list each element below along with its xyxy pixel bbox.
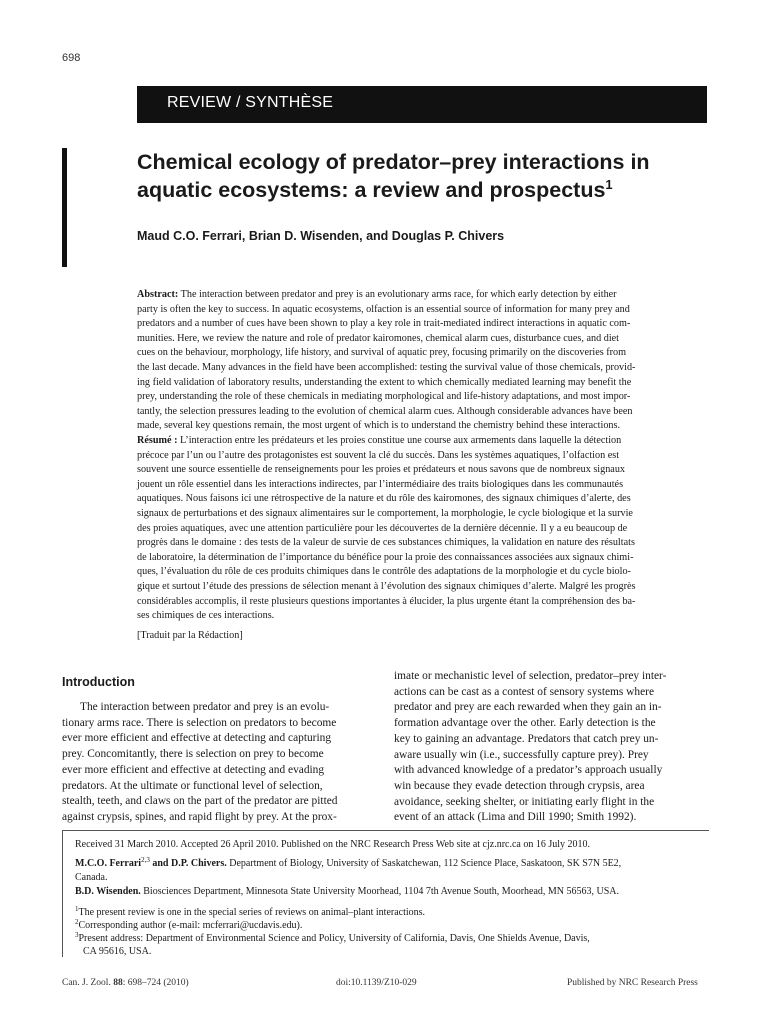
body-line: actions can be cast as a contest of sensory systems where	[394, 685, 655, 698]
resume-line: gique et surtout l’étude des pressions de sélection menant à l’évolution des signaux chimiques d’alerte. Malgré les progrès	[137, 580, 636, 592]
section-banner	[137, 86, 707, 123]
body-line: avoidance, seeking shelter, or initiating early flight in the	[394, 795, 655, 808]
body-line: formation advantage over the other. Early detection is the	[394, 717, 656, 730]
body-line: with advanced knowledge of a predator’s approach usually	[394, 764, 663, 777]
resume-line: signaux de perturbations et des signaux alimentaires sur le comportement, la morphologie, le cycle biologique et la survie	[137, 507, 633, 519]
footnote-1: $^1$The present review is one in the special series of reviews on animal–plant interactions.	[75, 905, 426, 918]
publisher-credit: Published by NRC Research Press	[567, 978, 698, 988]
abstract-line: predators and a number of cues have been shown to play a key role in trait-mediated indirect interactions in aquatic com-	[137, 318, 631, 330]
affiliation-wisenden: B.D. Wisenden. Biosciences Department, Minnesota State University Moorhead, 1104 7th Avenue South, Moorhead, MN 56563, USA.	[75, 886, 620, 897]
abstract-line: made, several key questions remain, the most urgent of which is to understand the chemistry behind these interactions.	[137, 420, 621, 432]
body-line: prey. Concomitantly, there is selection on prey to become	[62, 748, 324, 761]
abstract	[137, 288, 709, 434]
affiliation-footnote-marks: 2,3	[141, 856, 150, 864]
affiliation-country: Canada.	[75, 872, 108, 883]
body-line: key to gaining an advantage. Predators that catch prey un-	[394, 732, 659, 745]
affiliation-ferrari-chivers: M.C.O. Ferrari$^{2,3}$ and D.P. Chivers. Department of Biology, University of Saskatchewan, 112 Science Place, Saskatoon, SK S7N 5E2,	[75, 856, 622, 869]
journal-citation: Can. J. Zool. 88: 698–724 (2010)	[62, 978, 189, 988]
title-footnote-mark: 1	[605, 177, 613, 192]
abstract-label: Abstract:	[137, 289, 179, 300]
abstract-line: party is often the key to success. In aquatic ecosystems, olfaction is an essential source of information for many prey and	[137, 303, 630, 315]
resume-line: progrès dans le domaine : des tests de la valeur de survie de ces substances chimiques, la validation en nature des résultats	[137, 537, 635, 549]
abstract-line: ing field validation of laboratory results, understanding the extent to which chemically mediated learning may benefit the	[137, 376, 632, 388]
title-rule	[62, 148, 67, 267]
resume-line: ses chimiques de ces interactions.	[137, 610, 275, 622]
body-line: against crypsis, spines, and rapid flight by prey. At the prox-	[62, 810, 337, 823]
body-line: predator and prey are each rewarded when they gain an in-	[394, 701, 662, 714]
resume-line: Résumé : L’interaction entre les prédateurs et les proies constitue une course aux armements dans laquelle la détection	[137, 435, 622, 446]
title-line-2: aquatic ecosystems: a review and prospectus	[137, 178, 606, 202]
footnote-3-cont: CA 95616, USA.	[83, 946, 152, 957]
body-line: ever more efficient and effective at detecting and evading	[62, 763, 325, 776]
body-line: ever more efficient and effective at detecting and capturing	[62, 732, 332, 745]
body-line: The interaction between predator and prey is an evolu-	[80, 701, 330, 713]
resume-line: aquatiques. Nous faisons ici une rétrospective de la nature et du rôle des kairomones, des signaux chimiques d’alerte, des	[137, 493, 631, 505]
doi[interactable]: doi:10.1139/Z10-029	[336, 978, 417, 988]
received-dates: Received 31 March 2010. Accepted 26 April 2010. Published on the NRC Research Press Web site at cjz.nrc.ca on 16 July 2010.	[75, 839, 591, 850]
resume-line: considérables accomplis, il reste plusieurs questions importantes à élucider, la plus urgente étant la compréhension des ba-	[137, 595, 636, 607]
footnote-box	[62, 830, 709, 957]
resume-label: Résumé :	[137, 435, 178, 446]
footnote-3: $^3$Present address: Department of Environmental Science and Policy, University of California, Davis, One Shields Avenue, Davis,	[75, 931, 590, 944]
resume-line: des proies aquatiques, avec une attention particulière pour les découvertes de la dernière décennie. Il y a eu beaucoup de	[137, 522, 628, 534]
title-line-1: Chemical ecology of predator–prey interactions in	[137, 150, 650, 174]
abstract-line: Abstract: The interaction between predator and prey is an evolutionary arms race, for which early detection by either	[137, 289, 617, 300]
page-number: 698	[62, 52, 81, 64]
resume-line: de laboratoire, la détermination de l’importance du bénéfice pour la proie des connaissances associées aux signaux chimi-	[137, 551, 634, 563]
footnote-2: $^2$Corresponding author (e-mail: mcferrari@ucdavis.edu).	[75, 918, 303, 931]
abstract-line: cues on the behaviour, morphology, life history, and survival of aquatic prey, focusing primarily on the discoveries from	[137, 347, 627, 359]
abstract-line: the last decade. Many advances in the field have been accomplished: testing the survival value of those chemicals, provid-	[137, 361, 636, 373]
body-line: aware usually win (i.e., successfully capture prey). Prey	[394, 748, 649, 761]
author-list: Maud C.O. Ferrari, Brian D. Wisenden, and Douglas P. Chivers	[137, 229, 505, 243]
body-line: event of an attack (Lima and Dill 1990; Smith 1992).	[394, 811, 637, 824]
body-line: predators. At the ultimate or functional level of selection,	[62, 779, 323, 792]
body-column-right	[394, 669, 666, 826]
body-line: tionary arms race. There is selection on predators to become	[62, 716, 337, 729]
resume-line: précoce par l’un ou l’autre des protagonistes est souvent la clé du succès. Dans les systèmes aquatiques, l’olfaction est	[137, 449, 620, 461]
body-line: stealth, teeth, and claws on the part of the predator are pitted	[62, 795, 338, 808]
resume-line: ques, l’évaluation du rôle de ces produits chimiques dans le contrôle des adaptations de la morphologie et du cycle biolo-	[137, 566, 631, 578]
resume-line: jouent un rôle essentiel dans les interactions indirectes, par l’intermédiaire des traits biologiques dans les communautés	[137, 478, 624, 490]
banner-label: REVIEW / SYNTHÈSE	[167, 94, 334, 111]
section-heading-introduction: Introduction	[62, 675, 135, 689]
resume-line: souvent une source essentielle de renseignements pour les proies et prédateurs et nous savons que de nombreux signaux	[137, 464, 626, 476]
abstract-line: munities. Here, we review the nature and role of predator kairomones, chemical alarm cues, disturbance cues, and diet	[137, 332, 620, 344]
body-line: imate or mechanistic level of selection, predator–prey inter-	[394, 670, 667, 682]
abstract-line: prey, understanding the role of these chemicals in mediating morphological and life-history adaptations, and most impor-	[137, 391, 631, 403]
body-column-left	[62, 700, 337, 826]
translation-note: [Traduit par la Rédaction]	[137, 630, 243, 641]
body-line: win because they evade detection through crypsis, area	[394, 779, 645, 792]
abstract-line: tantly, the selection pressures leading to the evolution of chemical alarm cues. Although considerable advances have been	[137, 405, 633, 417]
resume	[137, 434, 709, 624]
paper-title	[137, 148, 727, 204]
